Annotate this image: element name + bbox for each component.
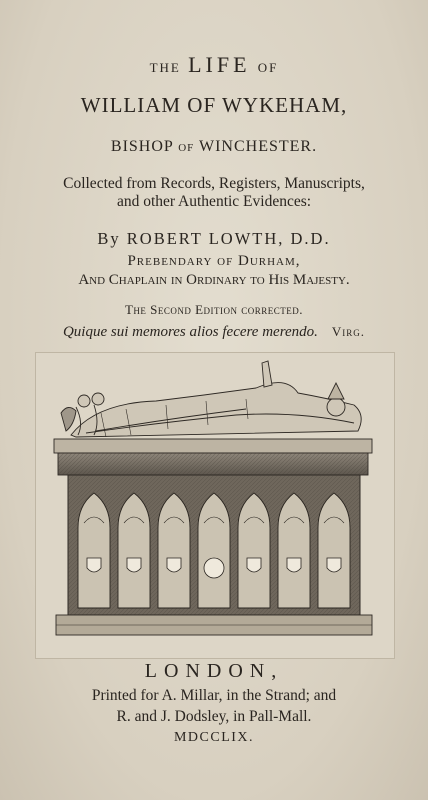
collected-line-2: and other Authentic Evidences: [116, 193, 312, 210]
title-winchester: WINCHESTER. [198, 138, 318, 155]
motto-text: Quique sui memores alios fecere merendo. [62, 324, 318, 340]
motto-line [0, 324, 428, 341]
prebendary-line: Prebendary of Durham, [127, 253, 301, 269]
title-line-1 [0, 52, 428, 78]
tomb-illustration [36, 353, 394, 658]
chaplain-line [0, 272, 428, 289]
effigy [61, 361, 361, 437]
imprint-line-1: Printed for A. Millar, in the Strand; and [91, 687, 337, 704]
tomb-engraving [35, 352, 395, 659]
title-line-3 [0, 138, 428, 156]
imprint-date: MDCCLIX. [173, 730, 255, 745]
title-line-2: WILLIAM OF WYKEHAM, [80, 93, 348, 117]
imprint-place: LONDON, [144, 660, 284, 682]
title-bishop-of: OF [178, 142, 195, 154]
title-of: OF [257, 60, 279, 75]
imprint-line-2: R. and J. Dodsley, in Pall-Mall. [116, 708, 312, 725]
title-bishop: BISHOP [110, 138, 174, 155]
title-life: LIFE [188, 52, 251, 77]
edition-line: The Second Edition corrected. [124, 302, 304, 317]
motto-source: Virg. [331, 324, 366, 339]
chaplain-text: And Chaplain in Ordinary to His Majesty. [78, 272, 350, 288]
collected-line-1: Collected from Records, Registers, Manuscripts, [63, 175, 365, 192]
title-the: THE [149, 60, 181, 75]
author-line: By ROBERT LOWTH, D.D. [97, 229, 331, 248]
